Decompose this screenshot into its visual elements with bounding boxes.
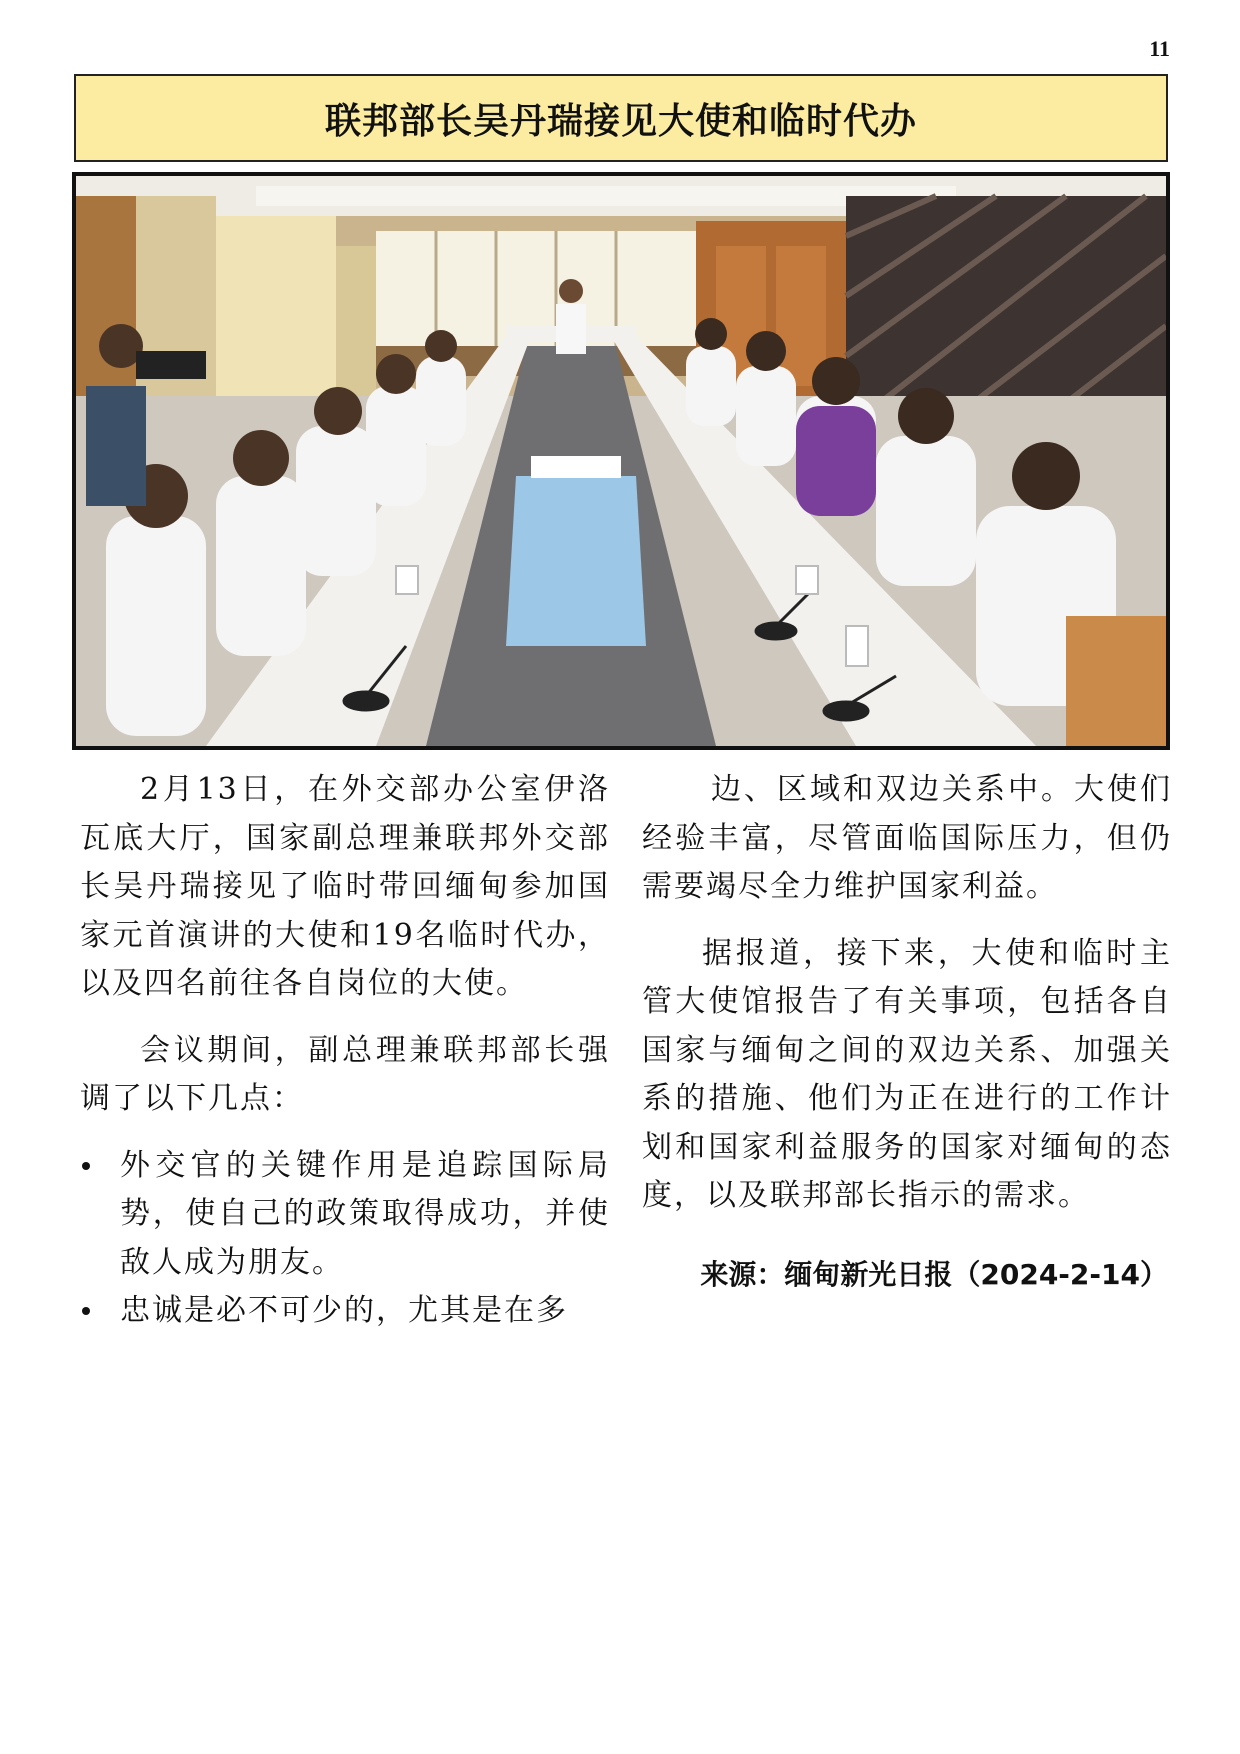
meeting-photo-illustration xyxy=(76,176,1166,746)
key-points-list xyxy=(80,1142,610,1336)
bullet-icon xyxy=(82,1307,90,1315)
page-number: 11 xyxy=(1149,36,1170,61)
article-column-left xyxy=(80,766,610,1336)
list-item-text: 外交官的关键作用是追踪国际局势，使自己的政策取得成功，并使敌人成为朋友。 xyxy=(120,1147,610,1280)
list-item-text: 忠诚是必不可少的，尤其是在多 xyxy=(120,1293,568,1328)
list-item xyxy=(80,1142,610,1288)
article-title: 联邦部长吴丹瑞接见大使和临时代办 xyxy=(324,100,917,142)
meeting-photo xyxy=(72,172,1170,750)
article-paragraph: 2月13日，在外交部办公室伊洛瓦底大厅，国家副总理兼联邦外交部长吴丹瑞接见了临时带回缅甸参加国家元首演讲的大使和19名临时代办，以及四名前往各自岗位的大使。 xyxy=(80,772,610,1001)
list-item xyxy=(80,1287,610,1336)
article-paragraph: 会议期间，副总理兼联邦部长强调了以下几点： xyxy=(80,1032,610,1116)
article-source: 来源：缅甸新光日报（2024-2-14） xyxy=(700,1257,1168,1291)
article-paragraph: 据报道，接下来，大使和临时主管大使馆报告了有关事项，包括各自国家与缅甸之间的双边关系、加强关系的措施、他们为正在进行的工作计划和国家利益服务的国家对缅甸的态度，以及联邦部长指示的需求。 xyxy=(642,935,1172,1213)
article-title-banner xyxy=(74,74,1168,162)
bullet-icon xyxy=(82,1162,90,1170)
article-column-right xyxy=(642,766,1172,1299)
article-paragraph: 边、区域和双边关系中。大使们经验丰富，尽管面临国际压力，但仍需要竭尽全力维护国家利益。 xyxy=(642,772,1172,904)
